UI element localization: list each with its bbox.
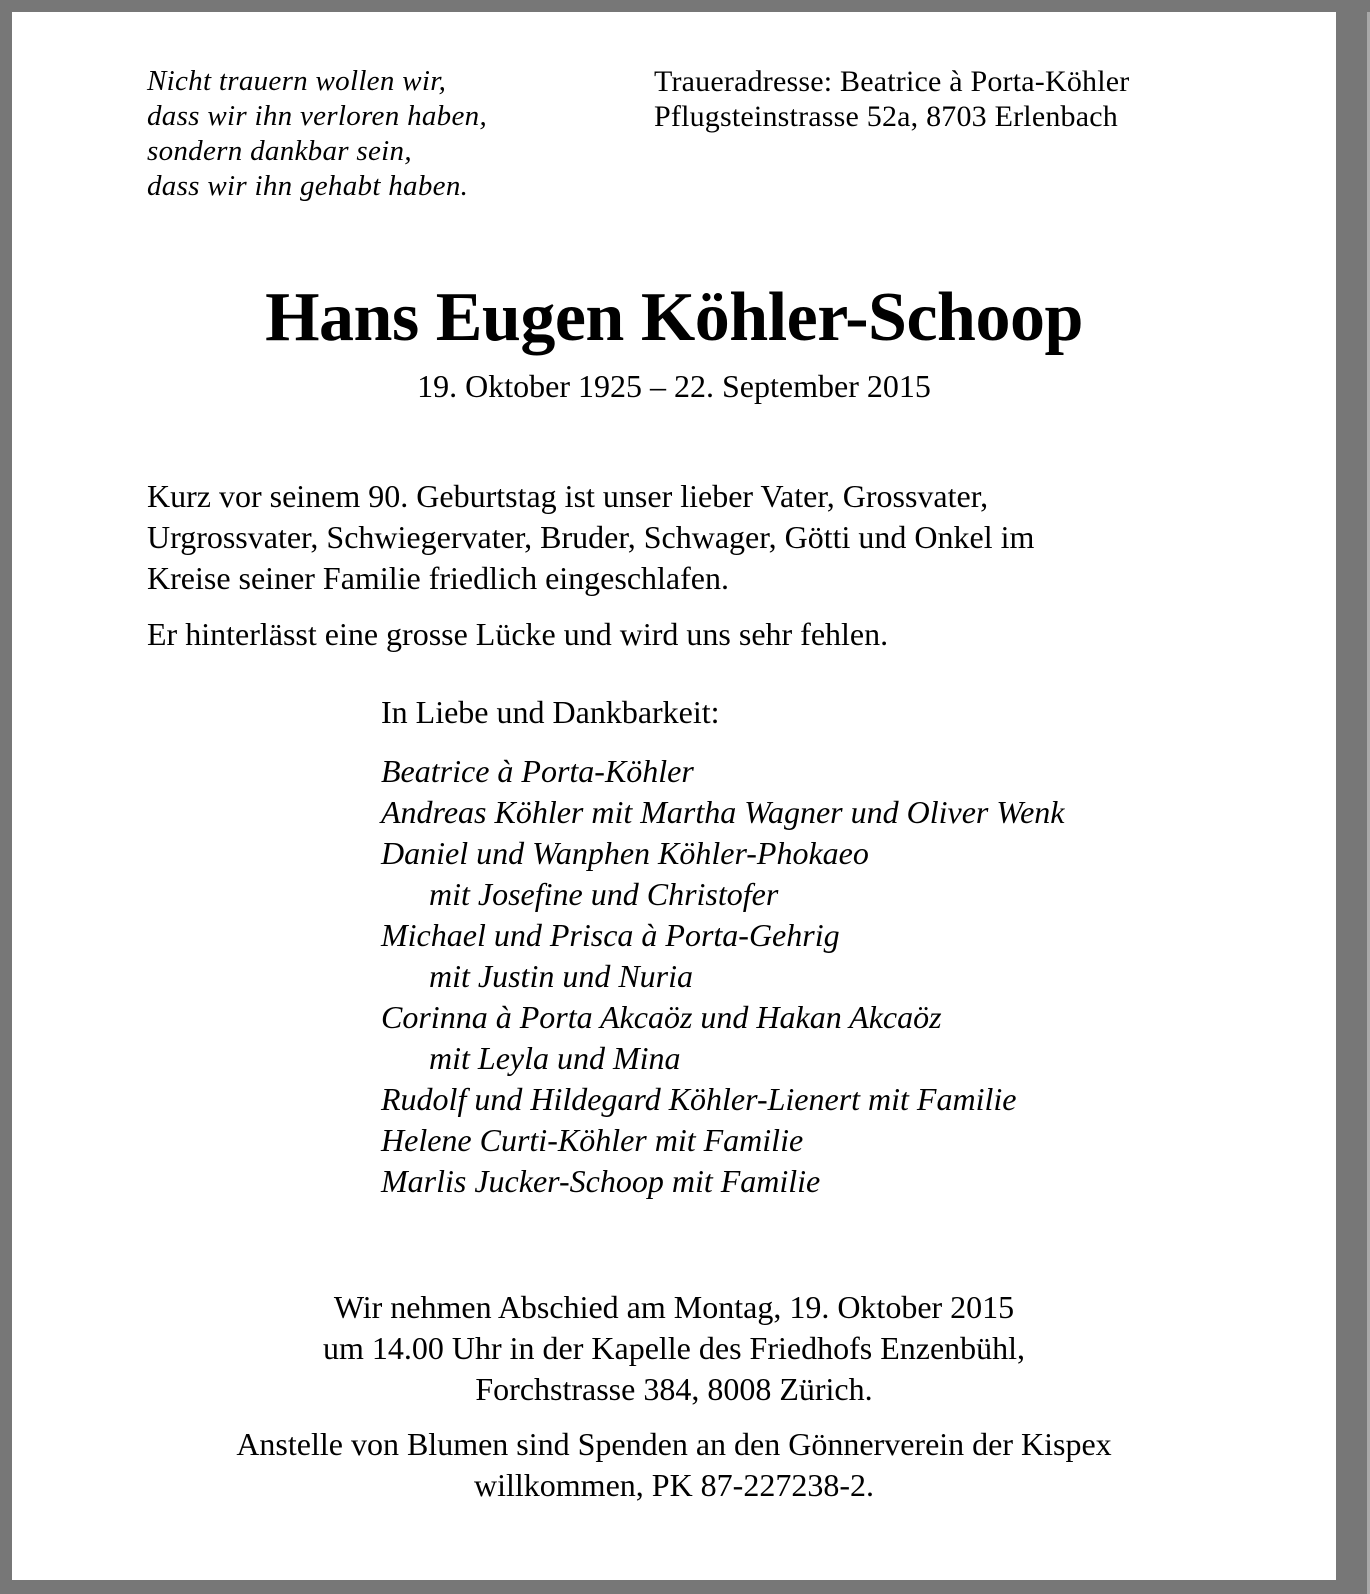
family-members	[381, 751, 1065, 1202]
service-line: Wir nehmen Abschied am Montag, 19. Oktober 2015	[333, 1289, 1015, 1325]
announcement-paragraph-2: Er hinterlässt eine grosse Lücke und wird uns sehr fehlen.	[147, 616, 889, 652]
announcement-line: Kreise seiner Familie friedlich eingeschlafen.	[147, 560, 729, 596]
verse-line: dass wir ihn gehabt haben.	[147, 170, 469, 202]
family-intro: In Liebe und Dankbarkeit:	[381, 694, 720, 730]
address-line: Traueradresse: Beatrice à Porta-Köhler	[654, 65, 1130, 98]
family-member: mit Justin und Nuria	[429, 958, 694, 994]
memorial-verse	[147, 64, 487, 204]
family-member: Helene Curti-Köhler mit Familie	[381, 1122, 804, 1158]
life-dates: 19. Oktober 1925 – 22. September 2015	[417, 368, 931, 404]
announcement-text	[147, 476, 1227, 655]
address-line: Pflugsteinstrasse 52a, 8703 Erlenbach	[654, 100, 1118, 133]
family-member: Michael und Prisca à Porta-Gehrig	[381, 917, 840, 953]
service-line: Forchstrasse 384, 8008 Zürich.	[475, 1371, 873, 1407]
family-member: Corinna à Porta Akcaöz und Hakan Akcaöz	[381, 999, 942, 1035]
family-list	[381, 692, 1065, 1202]
family-member: Andreas Köhler mit Martha Wagner und Oliver Wenk	[381, 794, 1065, 830]
family-member: mit Leyla und Mina	[429, 1040, 681, 1076]
verse-line: dass wir ihn verloren haben,	[147, 100, 488, 132]
family-member: mit Josefine und Christofer	[429, 876, 779, 912]
announcement-line: Kurz vor seinem 90. Geburtstag ist unser lieber Vater, Grossvater,	[147, 478, 989, 514]
donation-note	[12, 1424, 1336, 1506]
family-member: Beatrice à Porta-Köhler	[381, 753, 694, 789]
family-member: Rudolf und Hildegard Köhler-Lienert mit Familie	[381, 1081, 1017, 1117]
verse-line: Nicht trauern wollen wir,	[147, 65, 447, 97]
donation-line: Anstelle von Blumen sind Spenden an den Gönnerverein der Kispex	[236, 1426, 1112, 1462]
donation-line: willkommen, PK 87-227238-2.	[474, 1467, 874, 1503]
family-member: Daniel und Wanphen Köhler-Phokaeo	[381, 835, 869, 871]
announcement-line: Urgrossvater, Schwiegervater, Bruder, Schwager, Götti und Onkel im	[147, 519, 1035, 555]
deceased-name: Hans Eugen Köhler-Schoop	[265, 279, 1083, 356]
announcement-paragraph-1	[147, 476, 1227, 599]
service-info	[12, 1287, 1336, 1410]
service-line: um 14.00 Uhr in der Kapelle des Friedhofs Enzenbühl,	[322, 1330, 1026, 1366]
family-member: Marlis Jucker-Schoop mit Familie	[381, 1163, 821, 1199]
mourning-address	[654, 64, 1129, 134]
obituary-page	[12, 12, 1336, 1580]
verse-line: sondern dankbar sein,	[147, 135, 412, 167]
